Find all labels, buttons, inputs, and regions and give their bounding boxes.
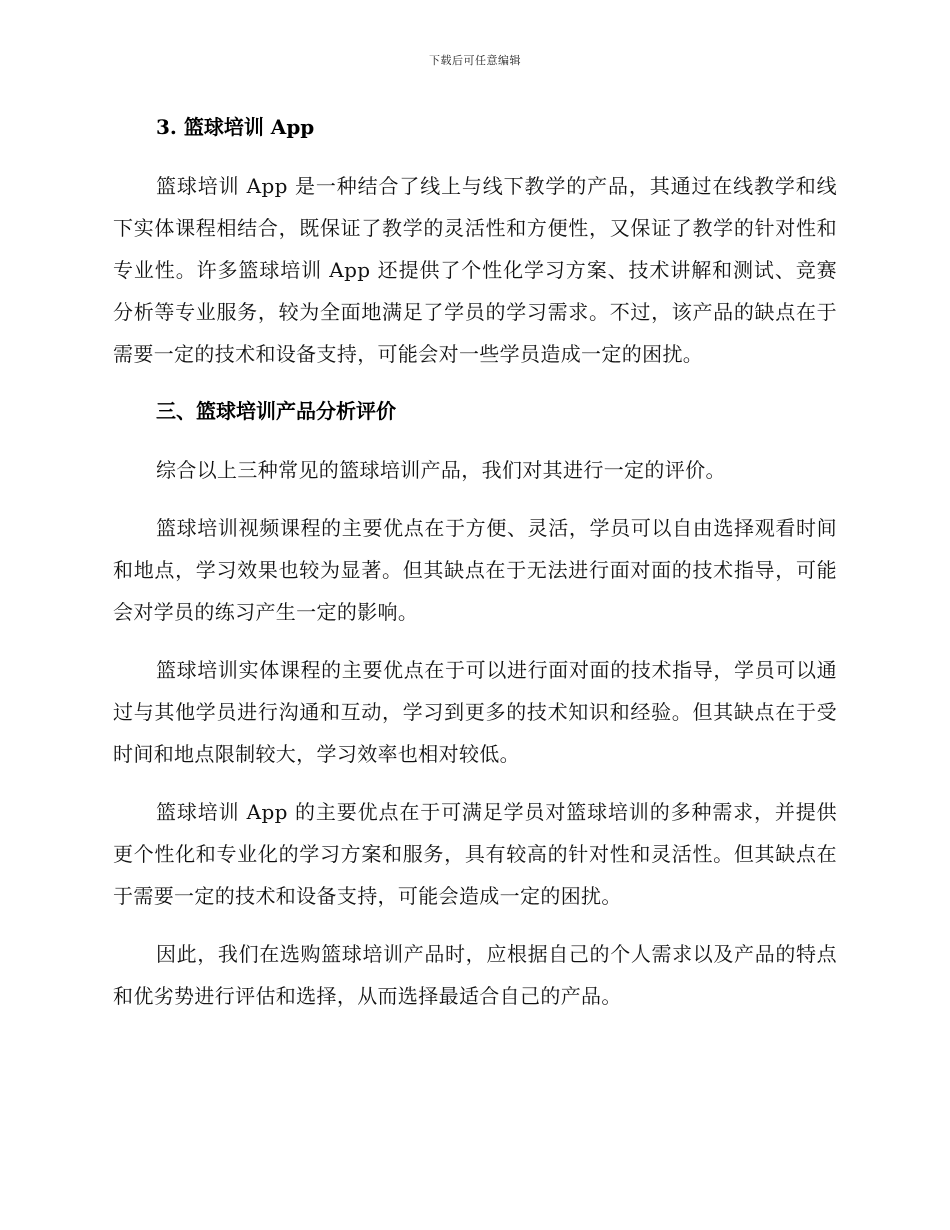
document-body xyxy=(113,107,837,1033)
paragraph-app-intro: 篮球培训 App 是一种结合了线上与线下教学的产品，其通过在线教学和线下实体课程相结合，既保证了教学的灵活性和方便性，又保证了教学的针对性和专业性。许多篮球培训 App 还提供了个性化学习方案、技术讲解和测试、竞赛分析等专业服务，较为全面地满足了学员的学习需求。不过，该产品的缺点在于需要一定的技术和设备支持，可能会对一些学员造成一定的困扰。 xyxy=(113,174,837,366)
section-heading-evaluation: 三、篮球培训产品分析评价 xyxy=(156,399,396,423)
page-header-note: 下载后可任意编辑 xyxy=(429,54,521,67)
paragraph-conclusion: 因此，我们在选购篮球培训产品时，应根据自己的个人需求以及产品的特点和优劣势进行评估和选择，从而选择最适合自己的产品。 xyxy=(113,942,837,1008)
paragraph-physical-course: 篮球培训实体课程的主要优点在于可以进行面对面的技术指导，学员可以通过与其他学员进行沟通和互动，学习到更多的技术知识和经验。但其缺点在于受时间和地点限制较大，学习效率也相对较低。 xyxy=(113,658,837,766)
section-heading-app: 3. 篮球培训 App xyxy=(156,115,315,139)
paragraph-evaluation-summary: 综合以上三种常见的篮球培训产品，我们对其进行一定的评价。 xyxy=(156,458,726,482)
paragraph-video-course: 篮球培训视频课程的主要优点在于方便、灵活，学员可以自由选择观看时间和地点，学习效果也较为显著。但其缺点在于无法进行面对面的技术指导，可能会对学员的练习产生一定的影响。 xyxy=(113,516,837,624)
paragraph-app-evaluation: 篮球培训 App 的主要优点在于可满足学员对篮球培训的多种需求，并提供更个性化和专业化的学习方案和服务，具有较高的针对性和灵活性。但其缺点在于需要一定的技术和设备支持，可能会造成一定的困扰。 xyxy=(113,800,837,908)
